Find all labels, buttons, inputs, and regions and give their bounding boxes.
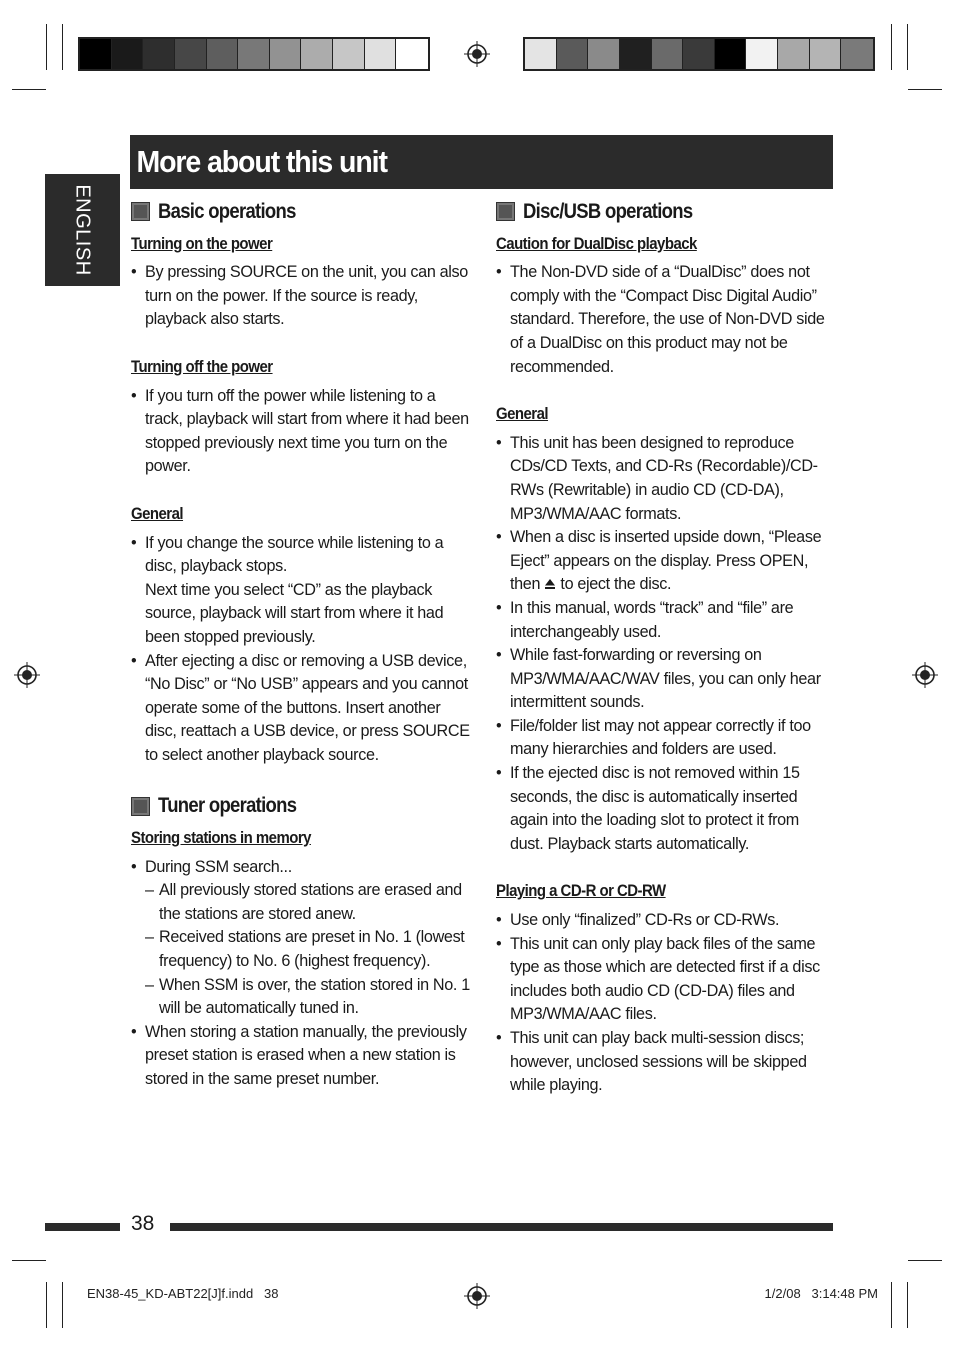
subheading-turning-off: Turning off the power [131, 356, 273, 376]
right-column [496, 200, 836, 1098]
crop-mark [908, 1260, 942, 1261]
list-item: • In this manual, words “track” and “file” are interchangeably used. [496, 597, 836, 644]
language-tab-label: ENGLISH [71, 184, 94, 276]
bullet-list [131, 532, 471, 768]
section-heading [496, 200, 836, 224]
crop-mark [62, 24, 63, 70]
color-swatch [270, 39, 302, 69]
color-swatch [396, 39, 428, 69]
list-item: • By pressing SOURCE on the unit, you can also turn on the power. If the source is ready, playback also starts. [131, 261, 471, 332]
dash-item: – Received stations are preset in No. 1 (lowest frequency) to No. 6 (highest frequency). [145, 926, 471, 973]
color-swatch [557, 39, 589, 69]
subheading-storing-stations: Storing stations in memory [131, 828, 311, 848]
list-item: • If you turn off the power while listening to a track, playback will start from where it had been stopped previously next time you turn on the power. [131, 385, 471, 479]
subheading-general: General [496, 404, 549, 424]
crop-mark [907, 1282, 908, 1328]
list-item-text: to eject the disc. [560, 575, 672, 594]
color-swatch [715, 39, 747, 69]
color-swatch [112, 39, 144, 69]
color-swatch [588, 39, 620, 69]
list-item: • After ejecting a disc or removing a USB device, “No Disc” or “No USB” appears and you cannot operate some of the buttons. Insert another disc, reattach a USB device, or press SOURCE to select another playback source. [131, 650, 471, 768]
list-item-text: • If you change the source while listening to a disc, playback stops. [145, 533, 444, 576]
list-item: • This unit can only play back files of the same type as those which are detected first if a disc includes both audio CD (CD-DA) files and MP3/WMA/AAC files. [496, 933, 836, 1027]
color-swatch [778, 39, 810, 69]
color-calibration-bar-right [523, 37, 875, 71]
footer-rule-left [45, 1223, 120, 1231]
list-item: • If the ejected disc is not removed within 15 seconds, the disc is automatically inserted again into the loading slot to protect it from dust. Playback starts automatically. [496, 762, 836, 856]
list-item: • When storing a station manually, the previously preset station is erased when a new station is stored in the same preset number. [131, 1021, 471, 1092]
section-title-disc-usb: Disc/USB operations [523, 200, 693, 223]
color-swatch [333, 39, 365, 69]
crop-mark [907, 24, 908, 70]
section-heading [131, 794, 471, 818]
footer-file-info: EN38-45_KD-ABT22[J]f.indd 38 [87, 1286, 279, 1301]
dash-list [145, 879, 471, 1021]
color-calibration-bar-left [78, 37, 430, 71]
subheading-cdr-cdrw: Playing a CD-R or CD-RW [496, 881, 666, 901]
section-title-basic: Basic operations [158, 200, 296, 223]
subheading-dualdisc: Caution for DualDisc playback [496, 233, 697, 253]
page-title-bar [130, 135, 833, 189]
subheading-turning-on: Turning on the power [131, 233, 273, 253]
bullet-list [496, 909, 836, 1098]
dash-item: – When SSM is over, the station stored in No. 1 will be automatically tuned in. [145, 974, 471, 1021]
color-swatch [143, 39, 175, 69]
registration-mark-icon [464, 1283, 490, 1309]
list-item: • This unit has been designed to reproduce CDs/CD Texts, and CD-Rs (Recordable)/CD-RWs (Rewritable) in audio CD (CD-DA), MP3/WMA/AAC formats. [496, 432, 836, 526]
crop-mark [891, 1282, 892, 1328]
color-swatch [301, 39, 333, 69]
color-swatch [80, 39, 112, 69]
crop-mark [891, 24, 892, 70]
crop-mark [62, 1282, 63, 1328]
color-swatch [525, 39, 557, 69]
list-item-text: When a disc is inserted upside down, “Please Eject” appears on the display. Press OPEN, then [510, 528, 822, 594]
crop-mark [12, 89, 46, 90]
color-swatch [746, 39, 778, 69]
crop-mark [908, 89, 942, 90]
subheading-general: General [131, 503, 184, 523]
list-item: • File/folder list may not appear correctly if too many hierarchies and folders are used. [496, 715, 836, 762]
dash-item: – All previously stored stations are erased and the stations are stored anew. [145, 879, 471, 926]
registration-mark-icon [14, 662, 40, 688]
crop-mark [46, 1282, 47, 1328]
bullet-list [131, 261, 471, 332]
color-swatch [652, 39, 684, 69]
page-title: More about this unit [136, 144, 387, 179]
list-item [131, 532, 471, 650]
color-swatch [238, 39, 270, 69]
bullet-list [131, 385, 471, 479]
color-swatch [365, 39, 397, 69]
color-swatch [207, 39, 239, 69]
square-bullet-icon [496, 202, 515, 221]
bullet-list [131, 856, 471, 1092]
color-swatch [810, 39, 842, 69]
language-tab [45, 174, 120, 286]
registration-mark-icon [912, 662, 938, 688]
color-swatch [175, 39, 207, 69]
list-item [131, 856, 471, 1021]
footer-timestamp: 1/2/08 3:14:48 PM [764, 1286, 878, 1301]
crop-mark [46, 24, 47, 70]
list-item: • While fast-forwarding or reversing on MP3/WMA/AAC/WAV files, you can only hear intermittent sounds. [496, 644, 836, 715]
list-item: • This unit can play back multi-session discs; however, unclosed sessions will be skipped while playing. [496, 1027, 836, 1098]
eject-icon [544, 578, 556, 590]
registration-mark-icon [464, 41, 490, 67]
bullet-list [496, 432, 836, 857]
section-title-tuner: Tuner operations [158, 794, 297, 818]
color-swatch [841, 39, 873, 69]
bullet-list [496, 261, 836, 379]
footer-rule-right [170, 1223, 833, 1231]
section-heading [131, 200, 471, 224]
list-item-text: • During SSM search... [145, 857, 292, 876]
list-item-text: Next time you select “CD” as the playback source, playback will start from where it had been stopped previously. [145, 580, 444, 646]
list-item: • The Non-DVD side of a “DualDisc” does not comply with the “Compact Disc Digital Audio” standard. Therefore, the use of Non-DVD side of a DualDisc on this product may not be recommended. [496, 261, 836, 379]
left-column [131, 200, 471, 1092]
crop-mark [12, 1260, 46, 1261]
color-swatch [683, 39, 715, 69]
page-number: 38 [131, 1212, 155, 1235]
square-bullet-icon [131, 797, 150, 816]
color-swatch [620, 39, 652, 69]
list-item: • Use only “finalized” CD-Rs or CD-RWs. [496, 909, 836, 933]
square-bullet-icon [131, 202, 150, 221]
list-item [496, 526, 836, 597]
